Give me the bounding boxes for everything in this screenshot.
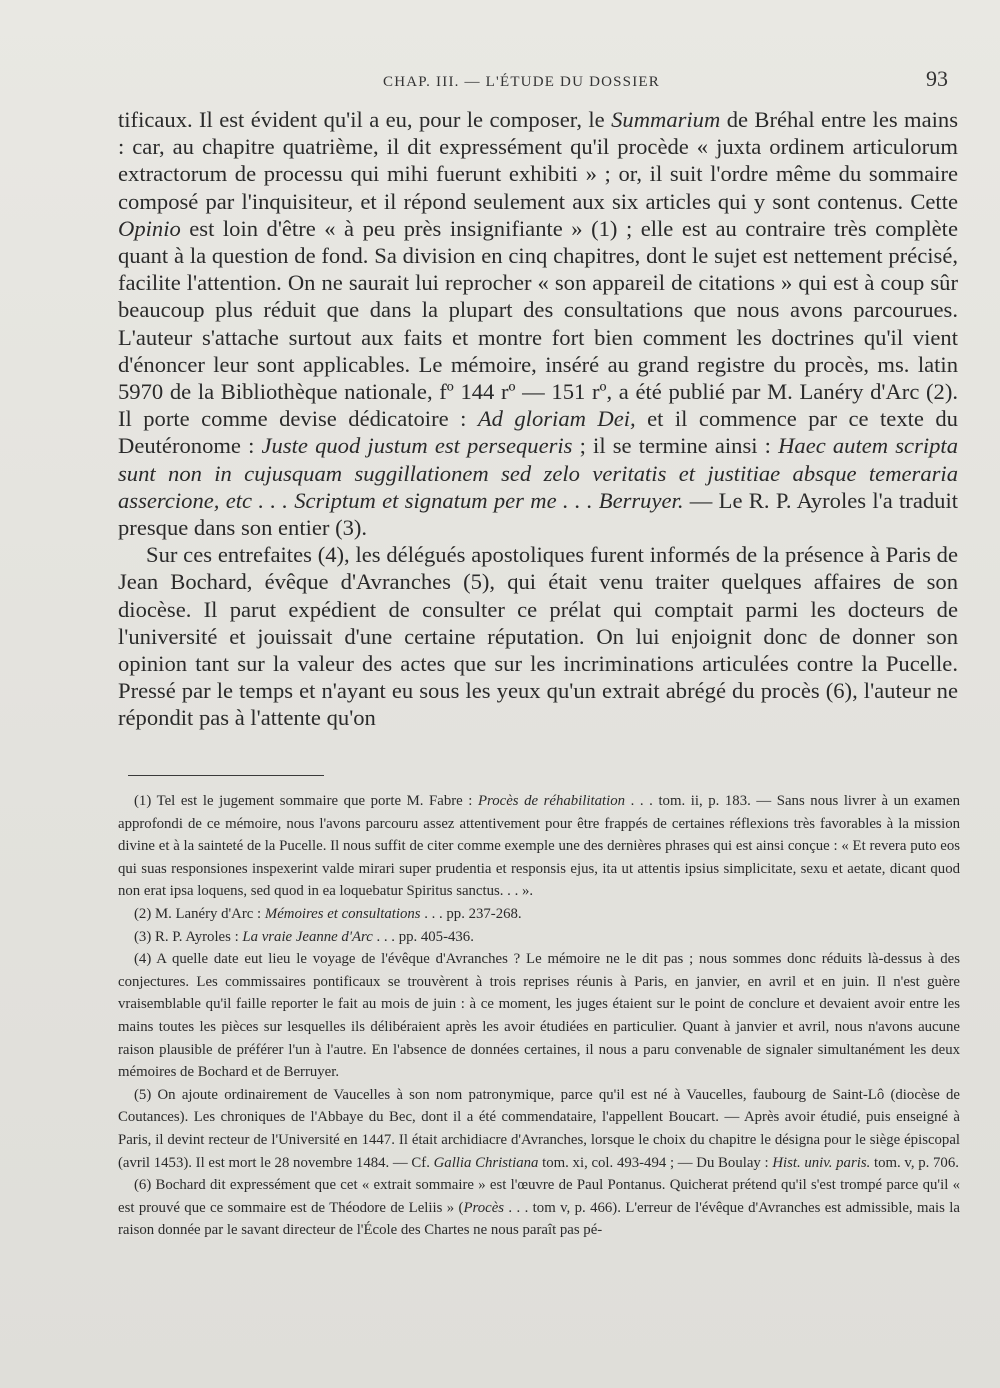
text-run: de Bréhal entre les mains : car, au chapitre quatrième, il dit expressément qu'il procède « juxta ordinem articulorum extractorum de processu qui mihi fuerunt exhibiti » ; or, il suit l'ordre même du sommaire composé par l'inquisiteur, et il répond seulement aux six articles qui y sont contenus. Cette (118, 107, 958, 214)
text-run: et il commence par ce texte du Deutéronome : (118, 406, 958, 459)
italic-title: Opinio (118, 215, 181, 241)
text-run: . . . tom v, p. 466). L'erreur de l'évêque d'Avranches est admissible, mais la raison donnée par le savant directeur de l'École des Chartes ne nous paraît pas pé- (118, 1199, 960, 1239)
footnote-4: (4) A quelle date eut lieu le voyage de l'évêque d'Avranches ? Le mémoire ne le dit pas ; nous sommes donc réduits là-dessus à des conjectures. Les commissaires pontificaux se trouvèrent à trois reprises réunis à Paris, en janvier, en avril et en juin. Il n'est guère vraisemblable qu'il faille reporter le fait au mois de juin : à ce moment, les juges étaient sur le point de conclure et devaient avoir entre les mains toutes les pièces sur lesquelles ils délibéraient après les avoir étudiées en particulier. Quant à janvier et avril, nous n'avons aucune raison plausible de préférer l'un à l'autre. En l'absence de données certaines, il nous a paru convenable de signaler simultanément les deux mémoires de Bochard et de Berruyer. (118, 951, 960, 1081)
italic-title: Procès (463, 1199, 505, 1216)
paragraph-2: Sur ces entrefaites (4), les délégués apostoliques furent informés de la présence à Paris de Jean Bochard, évêque d'Avranches (5), qui était venu traiter quelques affaires de son diocèse. Il parut expédient de consulter ce prélat qui comptait parmi les docteurs de l'université et jouissait d'une certaine réputation. On lui enjoignit donc de donner son opinion tant sur la valeur des actes que sur les incriminations articulées contre la Pucelle. Pressé par le temps et n'ayant eu sous les yeux qu'un extrait abrégé du procès (6), l'auteur ne répondit pas à l'attente qu'on (118, 542, 958, 731)
paragraph-1 (118, 106, 958, 541)
italic-title: La vraie Jeanne d'Arc (242, 928, 373, 945)
text-run: . . . pp. 237-268. (420, 905, 522, 922)
text-run: (5) On ajoute ordinairement de Vaucelles à son nom patronymique, parce qu'il est né à Vaucelles, faubourg de Saint-Lô (diocèse de Coutances). Les chroniques de l'Abbaye du Bec, dont il a été commendataire, l'appellent Boucart. — Après avoir étudié, puis enseigné à Paris, il devint recteur de l'Université en 1447. Il était archidiacre d'Avranches, lorsque le choix du chapitre le désigna pour le siège épiscopal (avril 1453). Il est mort le 28 novembre 1484. — Cf. (118, 1086, 960, 1171)
page-number: 93 (926, 66, 948, 91)
text-run: . . . tom. ii, p. 183. — Sans nous livrer à un examen approfondi de ce mémoire, nous l'avons parcouru assez attentivement pour être frappés de certaines réflexions très favorables à la mission divine et à la sainteté de la Pucelle. Il nous suffit de citer comme exemple une des dernières phrases qui est ainsi conçue : « Et revera puto eos qui suas responsiones inspexerint valde mirari super prudentia et responsis ejus, ita ut attentis ipsius simplicitate, sexu et aetate, dicant quod non erat ipsa loquens, sed quod in ea loquebatur Spiritus sanctus. . . ». (118, 793, 960, 900)
main-text (118, 106, 958, 732)
text-run: tom. v, p. 706. (870, 1154, 959, 1171)
running-head: CHAP. III. — L'ÉTUDE DU DOSSIER (383, 74, 660, 90)
text-run: . . . pp. 405-436. (372, 928, 474, 945)
footnote-rule (128, 775, 324, 776)
italic-title: Mémoires et consultations (264, 905, 421, 922)
text-run: (6) Bochard dit expressément que cet « extrait sommaire » est l'œuvre de Paul Pontanus. Quicherat prétend qu'il s'est trompé parce qu'il « est prouvé que ce sommaire est de Théodore de Leliis » ( (118, 1177, 960, 1216)
footnote-3 (118, 926, 960, 949)
text-run: (2) M. Lanéry d'Arc : (134, 905, 265, 922)
footnote-5 (118, 1084, 960, 1174)
text-run: tificaux. Il est évident qu'il a eu, pour le composer, le (118, 107, 612, 132)
text-run: tom. xi, col. 493-494 ; — Du Boulay : (538, 1154, 773, 1171)
italic-title: Procès de réhabilitation (477, 793, 626, 809)
footnote-2 (118, 903, 960, 926)
italic-quote: Haec autem scripta sunt non in cujusquam suggillationem sed zelo veritatis et justitiae absque temeraria assercione, etc . . . Scriptum et signatum per me . . . Berruyer. (118, 433, 959, 513)
italic-quote: Juste quod justum est persequeris (261, 433, 573, 459)
text-run: (1) Tel est le jugement sommaire que porte M. Fabre : (134, 793, 478, 809)
footnote-6 (118, 1174, 960, 1242)
italic-title: Summarium (611, 107, 721, 132)
italic-title: Hist. univ. paris. (772, 1154, 871, 1171)
footnote-1 (118, 790, 960, 903)
italic-title: Gallia Christiana (433, 1154, 539, 1171)
text-run: ; il se termine ainsi : (572, 433, 779, 459)
page-header (0, 66, 1000, 96)
text-run: — Le R. P. Ayroles l'a traduit presque dans son entier (3). (118, 487, 958, 541)
text-run: est loin d'être « à peu près insignifiante » (1) ; elle est au contraire très complète quant à la question de fond. Sa division en cinq chapitres, dont le sujet est nettement précisé, facilite l'attention. On ne saurait lui reprocher « son appareil de citations » qui est à coup sûr beaucoup plus réduit que dans la plupart des consultations que nous avons parcourues. L'auteur s'attache surtout aux faits et montre fort bien comment les doctrines qu'il vient d'énoncer leur sont applicables. Le mémoire, inséré au grand registre du procès, ms. latin 5970 de la Bibliothèque nationale, fº 144 rº — 151 rº, a été publié par M. Lanéry d'Arc (2). Il porte comme devise dédicatoire : (118, 215, 958, 432)
italic-quote: Ad gloriam Dei, (477, 406, 636, 432)
text-run: (3) R. P. Ayroles : (134, 928, 243, 945)
footnotes (118, 790, 960, 1242)
